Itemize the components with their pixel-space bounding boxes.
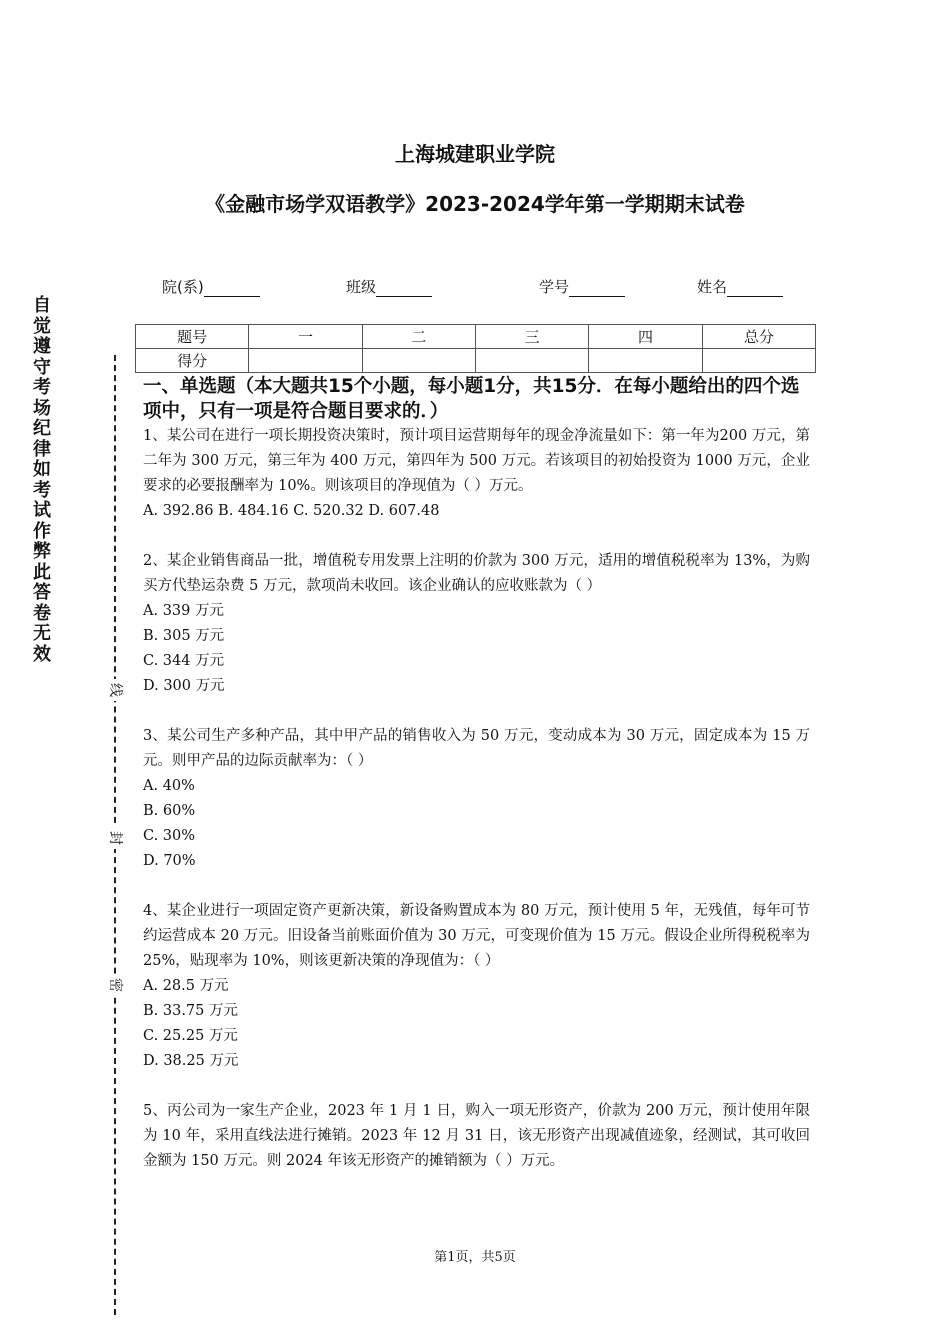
table-row <box>136 325 816 349</box>
question-content <box>143 374 810 1174</box>
answer-option: B. 60% <box>143 803 196 819</box>
question-stem: 5、丙公司为一家生产企业，2023 年 1 月 1 日，购入一项无形资产，价款为 200 万元，预计使用年限为 10 年，采用直线法进行摊销。2023 年 12 月 31 日，该无形资产出现减值迹象，经测试，其可收回金额为 150 万元。则 2024 年该无形资产的摊销额为（ ）万元。 <box>143 1103 810 1169</box>
side-notice: 自觉遵守考场纪律如考试作弊此答卷无效 <box>33 295 51 665</box>
answer-option: A. 392.86 B. 484.16 C. 520.32 D. 607.48 <box>143 503 440 519</box>
answer-option: A. 339 万元 <box>143 603 224 619</box>
table-cell: 题号 <box>136 325 249 349</box>
score-cell[interactable] <box>702 349 815 373</box>
question-stem: 4、某企业进行一项固定资产更新决策，新设备购置成本为 80 万元，预计使用 5 年，无残值，每年可节约运营成本 20 万元。旧设备当前账面价值为 30 万元，可变现价值为 15 万元。假设企业所得税税率为 25%，贴现率为 10%，则该更新决策的净现值为：（ ） <box>143 903 810 969</box>
answer-option: D. 38.25 万元 <box>143 1053 239 1069</box>
spacer <box>143 699 810 724</box>
cut-label-secret: 密 <box>104 974 126 996</box>
spacer <box>143 874 810 899</box>
table-cell: 总分 <box>702 325 815 349</box>
field-blank[interactable] <box>204 281 260 297</box>
field-blank[interactable] <box>569 281 625 297</box>
question-stem: 1、某公司在进行一项长期投资决策时，预计项目运营期每年的现金净流量如下：第一年为200 万元，第二年为 300 万元，第三年为 400 万元，第四年为 500 万元。若该项目的初始投资为 1000 万元，企业要求的必要报酬率为 10%。则该项目的净现值为（ ）万元。 <box>143 428 810 494</box>
field-blank[interactable] <box>376 281 432 297</box>
score-cell[interactable] <box>475 349 588 373</box>
field-label: 学号 <box>539 278 570 296</box>
question-list <box>143 424 810 1174</box>
field-class[interactable] <box>346 276 432 297</box>
table-cell: 三 <box>475 325 588 349</box>
field-name[interactable] <box>697 276 783 297</box>
field-label: 姓名 <box>697 278 728 296</box>
answer-option: C. 30% <box>143 828 196 844</box>
score-cell[interactable] <box>249 349 362 373</box>
spacer <box>143 524 810 549</box>
answer-option: B. 33.75 万元 <box>143 1003 238 1019</box>
cut-label-line: 线 <box>104 679 126 701</box>
field-label: 班级 <box>346 278 377 296</box>
table-cell: 得分 <box>136 349 249 373</box>
question-stem: 3、某公司生产多种产品，其中甲产品的销售收入为 50 万元，变动成本为 30 万元，固定成本为 15 万元。则甲产品的边际贡献率为：（ ） <box>143 728 810 769</box>
answer-option: A. 40% <box>143 778 195 794</box>
page-footer: 第1页，共5页 <box>434 1250 516 1265</box>
answer-option: C. 344 万元 <box>143 653 225 669</box>
cut-label-seal: 封 <box>104 827 126 849</box>
question-stem: 2、某企业销售商品一批，增值税专用发票上注明的价款为 300 万元，适用的增值税税率为 13%，为购买方代垫运杂费 5 万元，款项尚未收回。该企业确认的应收账款为（ ） <box>143 553 810 594</box>
answer-option: A. 28.5 万元 <box>143 978 229 994</box>
answer-option: D. 70% <box>143 853 196 869</box>
field-label: 院(系) <box>162 278 204 296</box>
field-department[interactable] <box>162 276 260 297</box>
table-cell: 四 <box>589 325 702 349</box>
spacer <box>143 1074 810 1099</box>
school-name: 上海城建职业学院 <box>395 142 555 166</box>
exam-title: 《金融市场学双语教学》2023-2024学年第一学期期末试卷 <box>205 192 745 216</box>
section-heading: 一、单选题（本大题共15个小题，每小题1分，共15分．在每小题给出的四个选项中，只有一项是符合题目要求的．） <box>143 376 800 422</box>
field-blank[interactable] <box>727 281 783 297</box>
table-row <box>136 349 816 373</box>
field-student-id[interactable] <box>539 276 625 297</box>
answer-option: D. 300 万元 <box>143 678 225 694</box>
table-cell: 一 <box>249 325 362 349</box>
score-cell[interactable] <box>589 349 702 373</box>
score-cell[interactable] <box>362 349 475 373</box>
score-table <box>135 324 816 373</box>
answer-option: B. 305 万元 <box>143 628 225 644</box>
answer-option: C. 25.25 万元 <box>143 1028 238 1044</box>
table-cell: 二 <box>362 325 475 349</box>
